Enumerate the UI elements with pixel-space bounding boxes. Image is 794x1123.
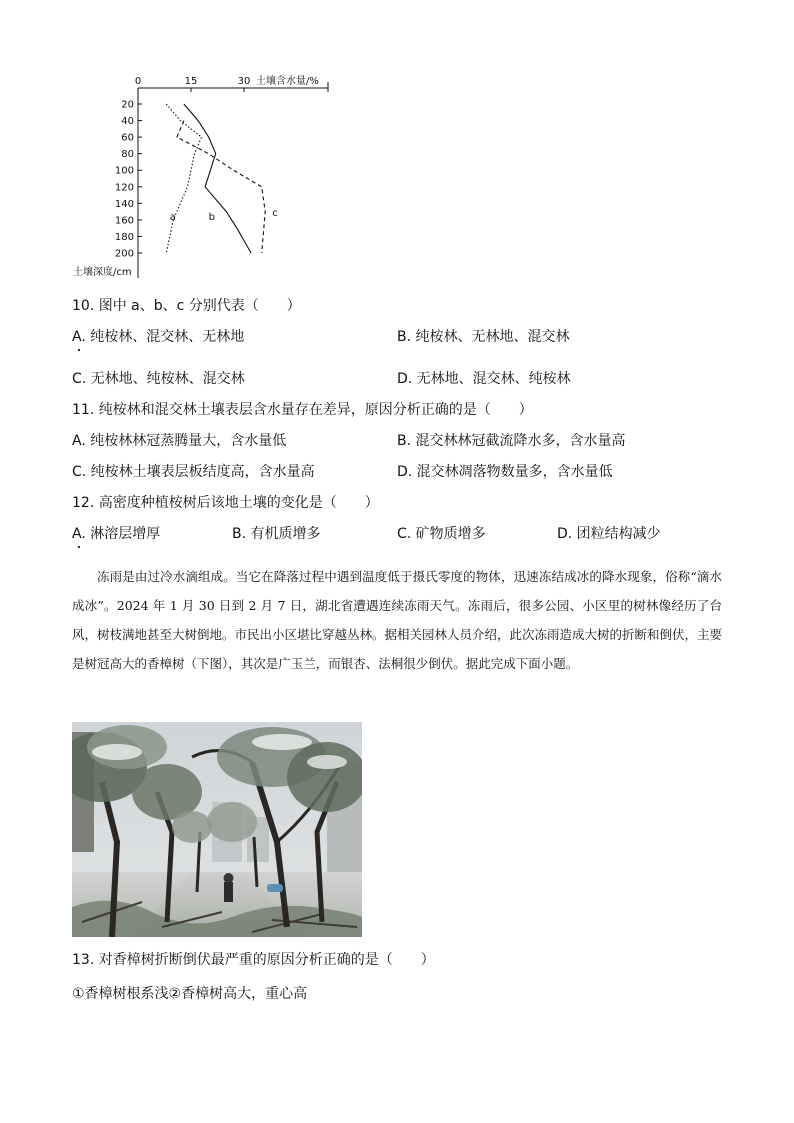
q10-stem: 10. 图中 a、b、c 分别代表（ ） [72, 298, 301, 314]
q11-option-d: D. 混交林凋落物数量多，含水量低 [397, 464, 613, 480]
y-tick-label: 20 [121, 99, 134, 111]
chart-curves [166, 104, 277, 253]
curve-label-c: c [272, 207, 278, 219]
y-tick-label: 40 [121, 116, 134, 128]
y-tick-label: 160 [114, 215, 134, 227]
curve-label-a: a [169, 211, 176, 223]
q12-option-a: A. 淋溶层增厚 [72, 526, 161, 542]
q10-option-d: D. 无林地、混交林、纯桉林 [397, 371, 571, 387]
q13-statements-line: ①香樟树根系浅②香樟树高大，重心高 [72, 986, 308, 1002]
y-tick-label: 180 [114, 231, 134, 243]
y-tick-label: 200 [114, 248, 134, 260]
passage-text: 冻雨是由过冷水滴组成。当它在降落过程中遇到温度低于摄氏零度的物体，迅速冻结成冰的降水现象，俗称“滴水成冰”。2024 年 1 月 30 日到 2 月 7 日，湖北省遭遇连续冻雨天气。冻雨后，很多公园、小区里的树林像经历了台风，树枝满地甚至大树倒地。市民出小区堪比穿越丛林。据相关园林人员介绍，此次冻雨造成大树的折断和倒伏，主要是树冠高大的香樟树（下图），其次是广玉兰，而银杏、法桐很少倒伏。据此完成下面小题。 [72, 569, 723, 671]
curve-a [166, 104, 201, 253]
y-tick-label: 140 [114, 198, 134, 210]
y-tick-label: 80 [121, 149, 134, 161]
curve-label-b: b [208, 211, 216, 223]
q10-option-c: C. 无林地、纯桉林、混交林 [72, 371, 245, 387]
curve-b [184, 104, 251, 253]
x-tick-label: 15 [184, 76, 198, 87]
reading-passage [72, 562, 722, 678]
soil-moisture-chart [60, 68, 360, 286]
y-tick-label: 60 [121, 132, 134, 144]
x-tick-label: 30 [237, 76, 251, 87]
q11-option-c: C. 纯桉林土壤表层板结度高，含水量高 [72, 464, 315, 480]
q11-option-b: B. 混交林林冠截流降水多，含水量高 [397, 433, 626, 449]
y-tick-label: 100 [114, 165, 134, 177]
x-tick-label: 0 [134, 76, 142, 87]
chart-axes [138, 82, 328, 278]
q11-stem: 11. 纯桉林和混交林土壤表层含水量存在差异，原因分析正确的是（ ） [72, 402, 533, 418]
photo-illustration [72, 722, 362, 937]
scan-dot [78, 349, 80, 351]
q12-option-b: B. 有机质增多 [232, 526, 321, 542]
q11-option-a: A. 纯桉林林冠蒸腾量大，含水量低 [72, 433, 287, 449]
q10-option-a: A. 纯桉林、混交林、无林地 [72, 329, 245, 345]
y-axis-label: 土壤深度/cm [73, 267, 132, 278]
q12-option-d: D. 团粒结构减少 [557, 526, 661, 542]
q13-stem: 13. 对香樟树折断倒伏最严重的原因分析正确的是（ ） [72, 952, 435, 968]
q12-stem: 12. 高密度种植桉树后该地土壤的变化是（ ） [72, 495, 379, 511]
y-tick-label: 120 [114, 182, 134, 194]
curve-c [177, 121, 265, 253]
frozen-rain-trees-photo [72, 722, 362, 937]
q12-option-c: C. 矿物质增多 [397, 526, 486, 542]
scan-dot [78, 546, 80, 548]
q10-option-b: B. 纯桉林、无林地、混交林 [397, 329, 570, 345]
x-axis-label: 土壤含水量/% [256, 76, 319, 87]
